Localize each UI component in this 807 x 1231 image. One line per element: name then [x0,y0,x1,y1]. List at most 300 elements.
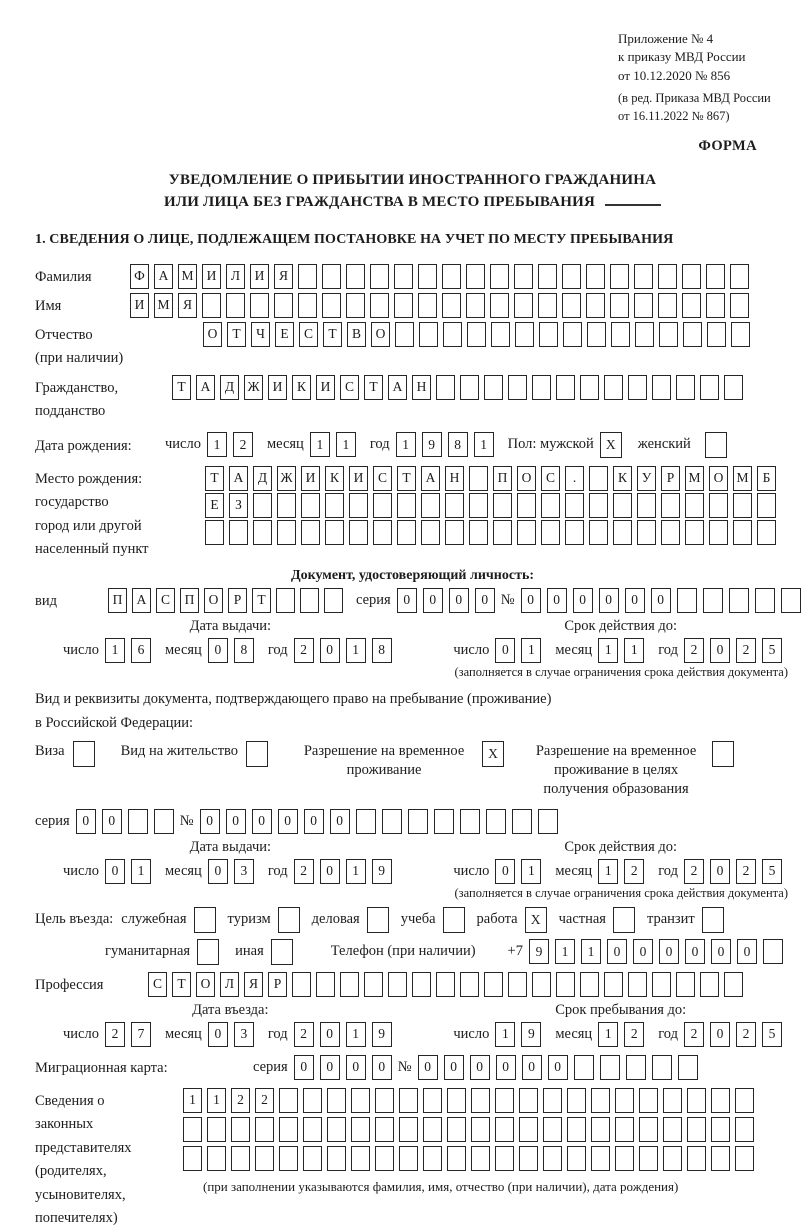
char-cell[interactable]: 2 [684,638,704,663]
char-cell[interactable]: 0 [495,638,515,663]
char-cell[interactable]: И [130,293,149,318]
char-cell[interactable]: 0 [320,1022,340,1047]
char-cell[interactable]: 0 [737,939,757,964]
char-cell[interactable]: 5 [762,859,782,884]
char-cell[interactable] [279,1117,298,1142]
char-cell[interactable] [300,588,319,613]
char-cell[interactable]: 0 [320,638,340,663]
char-cell[interactable] [517,520,536,545]
char-cell[interactable]: 0 [659,939,679,964]
char-cell[interactable]: 1 [346,638,366,663]
char-cell[interactable] [375,1088,394,1113]
char-cell[interactable]: 9 [521,1022,541,1047]
birthplace-cells-row2[interactable] [205,493,781,518]
char-cell[interactable] [589,520,608,545]
char-cell[interactable] [543,1088,562,1113]
residence-valid-month-cells[interactable] [598,859,650,884]
char-cell[interactable] [397,493,416,518]
char-cell[interactable] [508,972,527,997]
char-cell[interactable] [423,1088,442,1113]
char-cell[interactable]: 0 [573,588,593,613]
purpose-transit-checkbox[interactable] [702,907,724,933]
char-cell[interactable] [687,1088,706,1113]
char-cell[interactable]: 0 [76,809,96,834]
char-cell[interactable] [541,520,560,545]
char-cell[interactable]: М [178,264,197,289]
char-cell[interactable] [471,1117,490,1142]
char-cell[interactable] [327,1088,346,1113]
char-cell[interactable]: С [156,588,175,613]
char-cell[interactable] [615,1088,634,1113]
char-cell[interactable] [382,809,402,834]
char-cell[interactable] [279,1088,298,1113]
char-cell[interactable] [731,322,750,347]
char-cell[interactable] [711,1146,730,1171]
firstname-cells[interactable] [130,293,754,318]
char-cell[interactable]: Т [227,322,246,347]
char-cell[interactable] [543,1146,562,1171]
char-cell[interactable] [434,809,454,834]
char-cell[interactable] [356,809,376,834]
char-cell[interactable] [495,1146,514,1171]
char-cell[interactable] [565,493,584,518]
char-cell[interactable] [733,493,752,518]
char-cell[interactable] [730,264,749,289]
char-cell[interactable]: 2 [736,1022,756,1047]
char-cell[interactable] [709,520,728,545]
char-cell[interactable] [484,972,503,997]
stay-year-cells[interactable] [684,1022,788,1047]
char-cell[interactable]: 2 [231,1088,250,1113]
char-cell[interactable] [418,264,437,289]
char-cell[interactable] [733,520,752,545]
char-cell[interactable] [658,264,677,289]
char-cell[interactable] [408,809,428,834]
char-cell[interactable] [663,1117,682,1142]
char-cell[interactable] [443,907,465,933]
char-cell[interactable]: 9 [372,859,392,884]
char-cell[interactable] [755,588,775,613]
char-cell[interactable] [322,293,341,318]
char-cell[interactable] [567,1088,586,1113]
char-cell[interactable] [197,939,219,965]
char-cell[interactable] [351,1117,370,1142]
edu-permit-checkbox[interactable] [712,741,734,767]
char-cell[interactable]: 5 [762,638,782,663]
char-cell[interactable] [562,293,581,318]
char-cell[interactable]: 1 [336,432,356,457]
residence-permit-checkbox[interactable] [246,741,268,767]
char-cell[interactable]: 3 [234,859,254,884]
char-cell[interactable] [565,520,584,545]
char-cell[interactable]: М [733,466,752,491]
char-cell[interactable]: А [154,264,173,289]
doc-issue-year-cells[interactable] [294,638,398,663]
char-cell[interactable] [436,375,455,400]
char-cell[interactable] [351,1146,370,1171]
char-cell[interactable] [421,520,440,545]
char-cell[interactable]: 2 [233,432,253,457]
char-cell[interactable]: И [250,264,269,289]
char-cell[interactable]: 1 [521,859,541,884]
char-cell[interactable]: 2 [294,1022,314,1047]
char-cell[interactable]: 7 [131,1022,151,1047]
char-cell[interactable] [700,972,719,997]
char-cell[interactable] [418,293,437,318]
char-cell[interactable] [639,1088,658,1113]
char-cell[interactable]: 2 [736,859,756,884]
doc-valid-day-cells[interactable] [495,638,547,663]
char-cell[interactable] [447,1146,466,1171]
char-cell[interactable] [194,907,216,933]
char-cell[interactable] [586,293,605,318]
char-cell[interactable] [611,322,630,347]
char-cell[interactable] [226,293,245,318]
char-cell[interactable] [349,520,368,545]
char-cell[interactable] [327,1146,346,1171]
char-cell[interactable] [373,520,392,545]
char-cell[interactable]: 1 [207,1088,226,1113]
purpose-business-checkbox[interactable] [367,907,389,933]
char-cell[interactable]: 1 [131,859,151,884]
doc-type-cells[interactable] [108,588,348,613]
char-cell[interactable]: 0 [423,588,443,613]
char-cell[interactable] [706,264,725,289]
char-cell[interactable] [183,1117,202,1142]
char-cell[interactable]: 0 [710,859,730,884]
char-cell[interactable] [73,741,95,767]
birthdate-month-cells[interactable] [310,432,362,457]
char-cell[interactable] [128,809,148,834]
char-cell[interactable] [610,293,629,318]
doc-valid-month-cells[interactable] [598,638,650,663]
surname-cells[interactable] [130,264,754,289]
char-cell[interactable] [255,1146,274,1171]
char-cell[interactable] [276,588,295,613]
char-cell[interactable] [659,322,678,347]
char-cell[interactable] [652,1055,672,1080]
entry-month-cells[interactable] [208,1022,260,1047]
char-cell[interactable]: Р [268,972,287,997]
char-cell[interactable] [255,1117,274,1142]
char-cell[interactable] [652,375,671,400]
char-cell[interactable] [580,972,599,997]
char-cell[interactable] [316,972,335,997]
char-cell[interactable] [469,520,488,545]
char-cell[interactable] [375,1146,394,1171]
char-cell[interactable]: 1 [346,1022,366,1047]
char-cell[interactable]: А [388,375,407,400]
char-cell[interactable]: И [316,375,335,400]
char-cell[interactable] [586,264,605,289]
char-cell[interactable] [469,493,488,518]
char-cell[interactable] [277,520,296,545]
char-cell[interactable]: 0 [548,1055,568,1080]
char-cell[interactable]: Ж [277,466,296,491]
char-cell[interactable] [183,1146,202,1171]
char-cell[interactable]: К [292,375,311,400]
char-cell[interactable] [685,493,704,518]
char-cell[interactable] [442,264,461,289]
representatives-cells-row1[interactable] [183,1088,759,1113]
char-cell[interactable] [563,322,582,347]
char-cell[interactable] [399,1088,418,1113]
char-cell[interactable]: Н [445,466,464,491]
char-cell[interactable]: О [203,322,222,347]
char-cell[interactable]: С [340,375,359,400]
char-cell[interactable]: 0 [278,809,298,834]
char-cell[interactable] [495,1117,514,1142]
doc-issue-day-cells[interactable] [105,638,157,663]
char-cell[interactable] [364,972,383,997]
char-cell[interactable] [303,1088,322,1113]
char-cell[interactable] [250,293,269,318]
char-cell[interactable]: 0 [208,859,228,884]
char-cell[interactable] [231,1117,250,1142]
migration-number-cells[interactable] [418,1055,704,1080]
char-cell[interactable] [298,293,317,318]
char-cell[interactable] [460,809,480,834]
char-cell[interactable]: С [299,322,318,347]
char-cell[interactable] [729,588,749,613]
char-cell[interactable]: 9 [422,432,442,457]
char-cell[interactable] [652,972,671,997]
char-cell[interactable]: 9 [529,939,549,964]
char-cell[interactable] [711,1117,730,1142]
char-cell[interactable] [491,322,510,347]
char-cell[interactable]: И [268,375,287,400]
char-cell[interactable]: У [637,466,656,491]
entry-day-cells[interactable] [105,1022,157,1047]
char-cell[interactable] [587,322,606,347]
char-cell[interactable] [375,1117,394,1142]
char-cell[interactable] [626,1055,646,1080]
char-cell[interactable]: 2 [255,1088,274,1113]
char-cell[interactable]: 0 [599,588,619,613]
char-cell[interactable]: 0 [470,1055,490,1080]
char-cell[interactable] [278,907,300,933]
char-cell[interactable]: 0 [320,859,340,884]
char-cell[interactable]: 0 [495,859,515,884]
char-cell[interactable]: О [517,466,536,491]
char-cell[interactable] [678,1055,698,1080]
char-cell[interactable]: Н [412,375,431,400]
stay-month-cells[interactable] [598,1022,650,1047]
char-cell[interactable] [399,1146,418,1171]
char-cell[interactable] [677,588,697,613]
char-cell[interactable]: 2 [624,859,644,884]
char-cell[interactable]: С [148,972,167,997]
char-cell[interactable] [567,1146,586,1171]
char-cell[interactable] [514,264,533,289]
char-cell[interactable]: 0 [320,1055,340,1080]
char-cell[interactable]: Ф [130,264,149,289]
char-cell[interactable]: 0 [607,939,627,964]
char-cell[interactable] [399,1117,418,1142]
char-cell[interactable] [661,520,680,545]
char-cell[interactable]: 1 [598,859,618,884]
char-cell[interactable] [324,588,343,613]
char-cell[interactable] [490,293,509,318]
char-cell[interactable]: 2 [684,859,704,884]
char-cell[interactable]: П [108,588,127,613]
char-cell[interactable] [663,1088,682,1113]
char-cell[interactable]: А [421,466,440,491]
char-cell[interactable] [574,1055,594,1080]
char-cell[interactable]: Т [364,375,383,400]
char-cell[interactable]: 0 [102,809,122,834]
char-cell[interactable] [471,1146,490,1171]
char-cell[interactable]: 0 [294,1055,314,1080]
char-cell[interactable] [484,375,503,400]
char-cell[interactable]: 0 [397,588,417,613]
char-cell[interactable] [615,1117,634,1142]
char-cell[interactable] [394,293,413,318]
char-cell[interactable] [205,520,224,545]
char-cell[interactable] [395,322,414,347]
char-cell[interactable] [303,1117,322,1142]
char-cell[interactable] [394,264,413,289]
char-cell[interactable] [486,809,506,834]
stay-day-cells[interactable] [495,1022,547,1047]
char-cell[interactable]: 1 [581,939,601,964]
birthplace-cells-row1[interactable] [205,466,781,491]
char-cell[interactable] [346,264,365,289]
char-cell[interactable] [447,1088,466,1113]
char-cell[interactable] [515,322,534,347]
char-cell[interactable] [589,466,608,491]
char-cell[interactable] [388,972,407,997]
char-cell[interactable] [556,375,575,400]
char-cell[interactable] [700,375,719,400]
char-cell[interactable] [781,588,801,613]
char-cell[interactable] [562,264,581,289]
sex-male-checkbox[interactable] [600,432,622,458]
char-cell[interactable]: А [132,588,151,613]
char-cell[interactable] [543,1117,562,1142]
char-cell[interactable] [567,1117,586,1142]
birthplace-cells-row3[interactable] [205,520,781,545]
char-cell[interactable]: 0 [346,1055,366,1080]
char-cell[interactable] [467,322,486,347]
char-cell[interactable] [615,1146,634,1171]
char-cell[interactable]: А [196,375,215,400]
char-cell[interactable] [634,293,653,318]
patronymic-cells[interactable] [203,322,755,347]
char-cell[interactable]: 0 [475,588,495,613]
char-cell[interactable]: М [154,293,173,318]
char-cell[interactable] [325,520,344,545]
char-cell[interactable] [709,493,728,518]
char-cell[interactable] [730,293,749,318]
char-cell[interactable]: О [371,322,390,347]
char-cell[interactable] [519,1117,538,1142]
temp-permit-checkbox[interactable] [482,741,504,767]
char-cell[interactable]: А [229,466,248,491]
char-cell[interactable] [154,809,174,834]
char-cell[interactable] [532,375,551,400]
char-cell[interactable]: 2 [684,1022,704,1047]
char-cell[interactable]: 1 [346,859,366,884]
char-cell[interactable]: 0 [625,588,645,613]
char-cell[interactable]: 0 [444,1055,464,1080]
citizenship-cells[interactable] [172,375,748,400]
char-cell[interactable]: X [600,432,622,458]
char-cell[interactable] [231,1146,250,1171]
char-cell[interactable] [538,809,558,834]
char-cell[interactable] [442,293,461,318]
representatives-cells-row3[interactable] [183,1146,759,1171]
purpose-study-checkbox[interactable] [443,907,465,933]
char-cell[interactable] [628,375,647,400]
char-cell[interactable]: 0 [521,588,541,613]
char-cell[interactable] [685,520,704,545]
char-cell[interactable] [327,1117,346,1142]
residence-valid-day-cells[interactable] [495,859,547,884]
purpose-other-checkbox[interactable] [271,939,293,965]
char-cell[interactable] [271,939,293,965]
char-cell[interactable] [706,293,725,318]
char-cell[interactable] [466,264,485,289]
doc-valid-year-cells[interactable] [684,638,788,663]
char-cell[interactable] [637,493,656,518]
char-cell[interactable]: 0 [200,809,220,834]
purpose-private-checkbox[interactable] [613,907,635,933]
char-cell[interactable] [349,493,368,518]
residence-issue-month-cells[interactable] [208,859,260,884]
sex-female-checkbox[interactable] [705,432,727,458]
char-cell[interactable] [207,1146,226,1171]
char-cell[interactable] [512,809,532,834]
char-cell[interactable]: Я [244,972,263,997]
char-cell[interactable]: 0 [633,939,653,964]
char-cell[interactable]: Р [661,466,680,491]
char-cell[interactable] [493,520,512,545]
char-cell[interactable] [724,972,743,997]
char-cell[interactable] [683,322,702,347]
char-cell[interactable]: 2 [624,1022,644,1047]
doc-number-cells[interactable] [521,588,807,613]
char-cell[interactable] [301,493,320,518]
char-cell[interactable]: 0 [685,939,705,964]
visa-checkbox[interactable] [73,741,95,767]
char-cell[interactable] [423,1146,442,1171]
char-cell[interactable] [705,432,727,458]
char-cell[interactable] [604,972,623,997]
char-cell[interactable] [541,493,560,518]
residence-issue-day-cells[interactable] [105,859,157,884]
char-cell[interactable]: О [196,972,215,997]
char-cell[interactable] [600,1055,620,1080]
char-cell[interactable] [322,264,341,289]
char-cell[interactable]: 0 [711,939,731,964]
char-cell[interactable] [351,1088,370,1113]
char-cell[interactable] [279,1146,298,1171]
char-cell[interactable] [346,293,365,318]
phone-cells[interactable] [529,939,789,964]
char-cell[interactable]: 1 [105,638,125,663]
char-cell[interactable]: М [685,466,704,491]
char-cell[interactable] [763,939,783,964]
char-cell[interactable]: Т [205,466,224,491]
char-cell[interactable] [421,493,440,518]
char-cell[interactable] [495,1088,514,1113]
char-cell[interactable] [367,907,389,933]
char-cell[interactable] [460,972,479,997]
char-cell[interactable] [423,1117,442,1142]
char-cell[interactable]: Е [275,322,294,347]
char-cell[interactable] [637,520,656,545]
